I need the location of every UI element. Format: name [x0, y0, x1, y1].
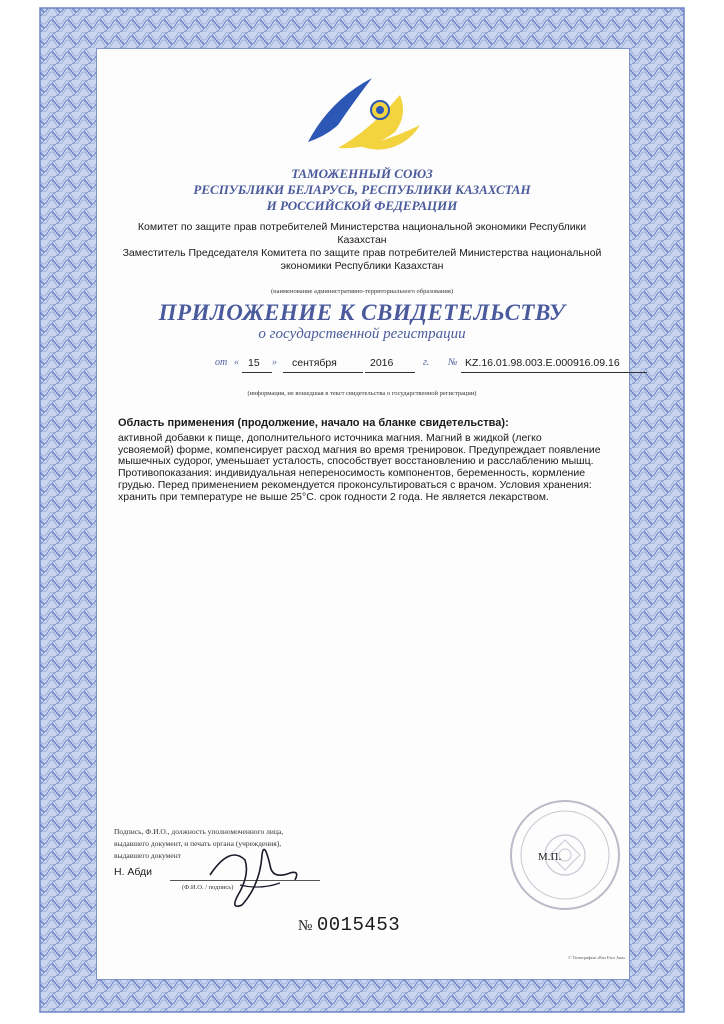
date-day: 15: [248, 357, 260, 369]
union-line-1: ТАМОЖЕННЫЙ СОЮЗ: [291, 166, 433, 181]
scope-line: Противопоказания: индивидуальная непереносимость компонентов, беременность, кормление: [118, 467, 586, 480]
close-quote: »: [272, 357, 277, 368]
signature-caption-line: выдавшего документ, и печать органа (учреждения),: [114, 839, 282, 848]
committee-line-1: Комитет по защите прав потребителей Министерства национальной экономики Республики: [137, 221, 587, 233]
number-sign: №: [448, 357, 458, 368]
handwritten-signature: [200, 835, 310, 915]
date-year: 2016: [370, 357, 394, 369]
serial-number: [298, 914, 400, 936]
scope-section: [118, 418, 648, 504]
scope-line: активной добавки к пище, дополнительного источника магния. Магний в жидкой (легко: [118, 431, 542, 444]
committee-line-4: экономики Республики Казахстан: [280, 260, 444, 272]
scope-line: мышечных судорог, уменьшает усталость, способствует восстановлению и расслаблению мышц.: [118, 455, 594, 468]
signature-caption-line: выдавшего документ: [114, 851, 182, 860]
date-caption: (информация, не вошедшая в текст свидетельства о государственной регистрации): [247, 390, 477, 397]
serial-value: 0015453: [316, 914, 401, 936]
scope-line: хранить при температуре не выше 25°С. срок годности 2 года. Не является лекарством.: [118, 490, 549, 503]
admin-caption: (наименование административно-территориального образования): [270, 288, 453, 295]
official-stamp: [505, 790, 625, 920]
serial-sign: №: [298, 918, 313, 934]
open-quote: «: [234, 357, 239, 368]
from-label: от: [215, 357, 228, 368]
stamp-label: М.П.: [538, 851, 562, 863]
scope-line: грудью. Перед применением рекомендуется проконсультироваться с врачом. Условия хранения:: [118, 478, 592, 491]
union-line-2: РЕСПУБЛИКИ БЕЛАРУСЬ, РЕСПУБЛИКИ КАЗАХСТАН: [193, 182, 531, 197]
document-subtitle: о государственной регистрации: [258, 326, 466, 342]
year-suffix: г.: [423, 357, 430, 368]
customs-union-logo: [300, 70, 440, 155]
registration-number: KZ.16.01.98.003.E.000916.09.16: [465, 357, 620, 369]
fio-caption: (Ф.И.О. / подпись): [182, 884, 234, 891]
document-title: ПРИЛОЖЕНИЕ К СВИДЕТЕЛЬСТВУ: [158, 300, 566, 325]
signature-caption-line: Подпись, Ф.И.О., должность уполномоченного лица,: [114, 827, 284, 836]
scope-heading: Область применения (продолжение, начало на бланке свидетельства):: [118, 417, 509, 429]
scope-line: усвояемой) форме, компенсирует расход магния во время тренировок. Предупреждает появление: [118, 443, 601, 456]
date-month: сентября: [292, 357, 337, 369]
union-line-3: И РОССИЙСКОЙ ФЕДЕРАЦИИ: [266, 198, 458, 213]
signer-name: Н. Абди: [114, 866, 152, 878]
committee-line-2: Казахстан: [337, 234, 387, 246]
committee-line-3: Заместитель Председателя Комитета по защите прав потребителей Министерства национальной: [122, 247, 602, 259]
printer-imprint: © Типография «Каз Ғыл Ака»: [568, 955, 626, 960]
